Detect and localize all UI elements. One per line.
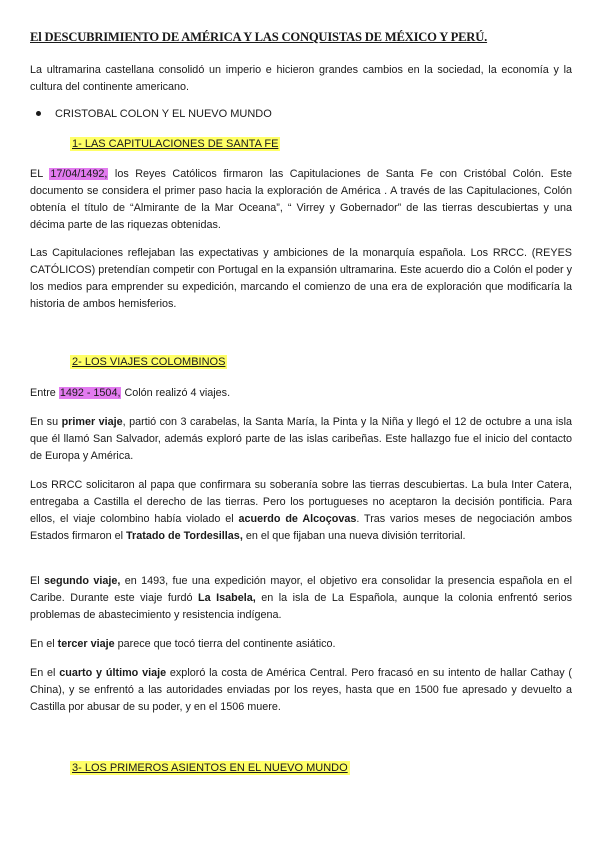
section-2-paragraph-2: [30, 414, 572, 465]
section-2-heading-text: 2- LOS VIAJES COLOMBINOS: [72, 356, 226, 368]
section-3-heading: [70, 762, 350, 774]
bullet-dot-icon: [36, 111, 41, 116]
text-run: El: [30, 575, 44, 587]
text-run: Entre: [30, 387, 59, 399]
bold-text: Tratado de Tordesillas,: [126, 530, 243, 542]
document-title: El DESCUBRIMIENTO DE AMÉRICA Y LAS CONQUISTAS DE MÉXICO Y PERÚ.: [30, 30, 488, 44]
section-1-paragraph-1: [30, 166, 572, 234]
bold-text: tercer viaje: [57, 638, 115, 650]
bold-text: cuarto y último viaje: [59, 667, 167, 679]
date-highlight: 17/04/1492,: [50, 168, 108, 180]
section-1-paragraph-2: Las Capitulaciones reflejaban las expectativas y ambiciones de la monarquía española. Los RRCC. (REYES CATÓLICOS) pretendían competir con Portugal en la expansión ultramarina. Este acuerdo dio a Colón el poder y los medios para emprender su expedición, marcando el comienzo de una era de exploración que modificaría la historia de ambos hemisferios.: [30, 247, 572, 310]
text-run: parece que tocó tierra del continente asiático.: [114, 638, 336, 650]
section-2-paragraph-6: [30, 665, 572, 716]
text-run: en 1493, fue una expedición mayor, el objetivo era consolidar la presencia española en el Caribe. Durante este viaje furdó: [30, 575, 573, 604]
text-run: En su: [30, 416, 62, 428]
text-run: Colón realizó 4 viajes.: [121, 387, 231, 399]
text-run: EL: [30, 168, 50, 180]
section-3-heading-text: 3- LOS PRIMEROS ASIENTOS EN EL NUEVO MUNDO: [72, 762, 348, 774]
bold-text: acuerdo de Alcoçovas: [238, 513, 357, 525]
section-2-paragraph-3: [30, 477, 572, 545]
text-run: en el que fijaban una nueva división territorial.: [242, 530, 466, 542]
section-1-heading-text: 1- LAS CAPITULACIONES DE SANTA FE: [72, 138, 279, 150]
section-2-heading: [70, 356, 227, 368]
text-run: En el: [30, 667, 60, 679]
section-2-paragraph-4: [30, 573, 572, 624]
section-1-heading: [70, 138, 280, 150]
section-2-paragraph-5: [30, 636, 572, 653]
dates-highlight: 1492 - 1504,: [59, 387, 121, 399]
bold-text: primer viaje: [61, 416, 123, 428]
text-run: en la isla de La Española, aunque la colonia enfrentó serios problemas de abastecimiento y resistencia indígena.: [30, 592, 573, 621]
bold-text: La Isabela,: [197, 592, 256, 604]
section-2-paragraph-1: [30, 385, 572, 402]
text-run: . Tras varios meses de negociación ambos Estados firmaron el: [30, 513, 572, 542]
text-run: Los RRCC solicitaron al papa que confirmara su soberanía sobre las tierras descubiertas. La bula Inter Catera, entregaba a Castilla el derecho de las tierras. Pero los portugueses no aceptaron la decisión pontificia. Para ellos, el viaje colombino había violado el: [30, 479, 572, 525]
text-run: los Reyes Católicos firmaron las Capitulaciones de Santa Fe con Cristóbal Colón. Este documento se considera el primer paso hacia la exploración de América . A través de las Capitulaciones, Colón obtenía el título de “Almirante de la Mar Oceana”, “ Virrey y Gobernador” de las tierras descubiertas y una décima parte de las riquezas obtenidas.: [30, 168, 572, 231]
text-run: , partió con 3 carabelas, la Santa María, la Pinta y la Niña y llegó el 12 de octubre a una isla que él llamó San Salvador, además exploró parte de las islas caribeñas. Este hallazgo fue el inicio del contacto de Europa y América.: [30, 416, 572, 462]
text-run: exploró la costa de América Central. Pero fracasó en su intento de hallar Cathay ( China), y se enfrentó a las autoridades enviadas por los reyes, hasta que en 1500 fue apresado y devuelto a Castilla por abusar de su poder, y en el 1506 muere.: [30, 667, 573, 713]
bullet-label: CRISTOBAL COLON Y EL NUEVO MUNDO: [55, 108, 272, 120]
bullet-item: [36, 108, 272, 120]
intro-paragraph: La ultramarina castellana consolidó un imperio e hicieron grandes cambios en la sociedad, la economía y la cultura del continente americano.: [30, 64, 572, 93]
text-run: En el: [30, 638, 58, 650]
bold-text: segundo viaje,: [43, 575, 121, 587]
